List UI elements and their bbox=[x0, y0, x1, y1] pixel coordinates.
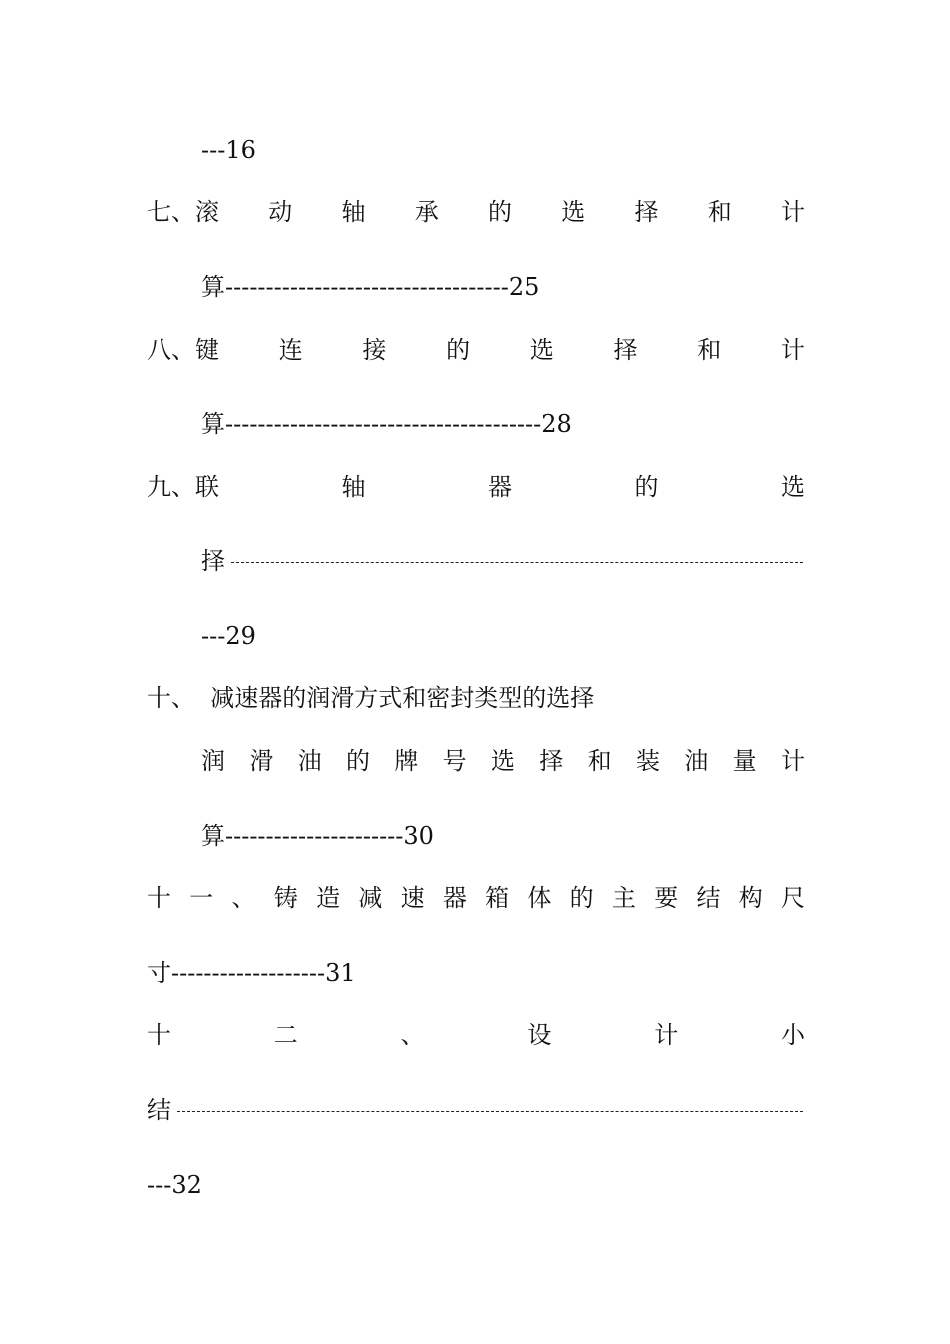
toc-line-2 bbox=[147, 195, 805, 229]
toc-char: 的 bbox=[488, 198, 512, 226]
dash-leader bbox=[231, 562, 803, 563]
toc-char: 二 bbox=[273, 1021, 298, 1049]
toc-line-14 bbox=[147, 1018, 805, 1052]
toc-char: 体 bbox=[527, 884, 552, 912]
toc-line-15 bbox=[147, 1093, 805, 1127]
toc-text: ---29 bbox=[201, 622, 256, 650]
toc-char: 的 bbox=[345, 747, 370, 775]
toc-char: 连 bbox=[278, 336, 303, 364]
toc-char: 计 bbox=[780, 336, 805, 364]
toc-line-12 bbox=[147, 881, 805, 915]
toc-line-8 bbox=[201, 619, 256, 653]
toc-char: 的 bbox=[569, 884, 594, 912]
toc-char: 牌 bbox=[394, 747, 419, 775]
toc-char: 小 bbox=[780, 1021, 805, 1049]
toc-line-1 bbox=[201, 133, 256, 167]
toc-line-5 bbox=[201, 407, 572, 441]
toc-char: 、 bbox=[400, 1021, 425, 1049]
toc-char: 滑 bbox=[249, 747, 274, 775]
toc-line-10 bbox=[201, 744, 805, 778]
toc-char: 十 bbox=[147, 884, 171, 912]
toc-char: 承 bbox=[414, 198, 439, 226]
toc-char: 择 bbox=[613, 336, 638, 364]
toc-text: 算---------------------------------------28 bbox=[201, 410, 572, 438]
toc-text: 择 bbox=[201, 547, 225, 575]
toc-char: 速 bbox=[400, 884, 425, 912]
toc-line-7 bbox=[201, 544, 805, 578]
toc-char: 和 bbox=[697, 336, 722, 364]
toc-char: 润 bbox=[201, 747, 225, 775]
toc-text: ---32 bbox=[147, 1171, 202, 1199]
toc-char: 和 bbox=[587, 747, 612, 775]
toc-text: ---16 bbox=[201, 136, 256, 164]
toc-char: 尺 bbox=[780, 884, 805, 912]
toc-char: 减 bbox=[358, 884, 383, 912]
toc-text: 寸-------------------31 bbox=[147, 959, 356, 987]
toc-line-9 bbox=[147, 681, 594, 715]
toc-char: 箱 bbox=[485, 884, 510, 912]
toc-char: 和 bbox=[707, 198, 732, 226]
toc-char: 设 bbox=[527, 1021, 552, 1049]
toc-char: 号 bbox=[442, 747, 467, 775]
toc-char: 九、联 bbox=[147, 473, 219, 501]
toc-char: 装 bbox=[635, 747, 660, 775]
toc-char: 的 bbox=[446, 336, 471, 364]
toc-char: 七、滚 bbox=[147, 198, 219, 226]
toc-text: 算----------------------30 bbox=[201, 822, 434, 850]
toc-char: 计 bbox=[654, 1021, 679, 1049]
toc-char: 构 bbox=[738, 884, 763, 912]
toc-line-3 bbox=[201, 270, 539, 304]
toc-char: 器 bbox=[442, 884, 467, 912]
toc-line-6 bbox=[147, 470, 805, 504]
toc-char: 动 bbox=[268, 198, 293, 226]
toc-char: 铸 bbox=[273, 884, 298, 912]
toc-char: 选 bbox=[561, 198, 586, 226]
toc-char: 器 bbox=[488, 473, 512, 501]
toc-line-13 bbox=[147, 956, 356, 990]
toc-char: 轴 bbox=[341, 473, 366, 501]
toc-char: 选 bbox=[529, 336, 554, 364]
toc-char: 油 bbox=[297, 747, 322, 775]
toc-char: 量 bbox=[732, 747, 757, 775]
toc-char: 要 bbox=[654, 884, 679, 912]
toc-char: 计 bbox=[780, 747, 805, 775]
toc-text: 结 bbox=[147, 1096, 171, 1124]
toc-text: 算-----------------------------------25 bbox=[201, 273, 540, 301]
toc-char: 选 bbox=[490, 747, 515, 775]
toc-char: 、 bbox=[231, 884, 256, 912]
toc-char: 油 bbox=[684, 747, 709, 775]
toc-text: 十、 减速器的润滑方式和密封类型的选择 bbox=[147, 684, 595, 712]
toc-char: 择 bbox=[634, 198, 659, 226]
toc-char: 计 bbox=[781, 198, 805, 226]
toc-char: 主 bbox=[611, 884, 636, 912]
toc-char: 接 bbox=[362, 336, 387, 364]
toc-line-11 bbox=[201, 819, 434, 853]
toc-line-16 bbox=[147, 1168, 202, 1202]
toc-char: 八、键 bbox=[147, 336, 219, 364]
toc-char: 选 bbox=[781, 473, 805, 501]
toc-line-4 bbox=[147, 333, 805, 367]
toc-char: 择 bbox=[539, 747, 564, 775]
toc-char: 的 bbox=[634, 473, 659, 501]
toc-char: 十 bbox=[147, 1021, 171, 1049]
toc-char: 一 bbox=[189, 884, 214, 912]
toc-char: 造 bbox=[316, 884, 341, 912]
toc-char: 轴 bbox=[341, 198, 366, 226]
dash-leader bbox=[177, 1111, 803, 1112]
toc-char: 结 bbox=[696, 884, 721, 912]
